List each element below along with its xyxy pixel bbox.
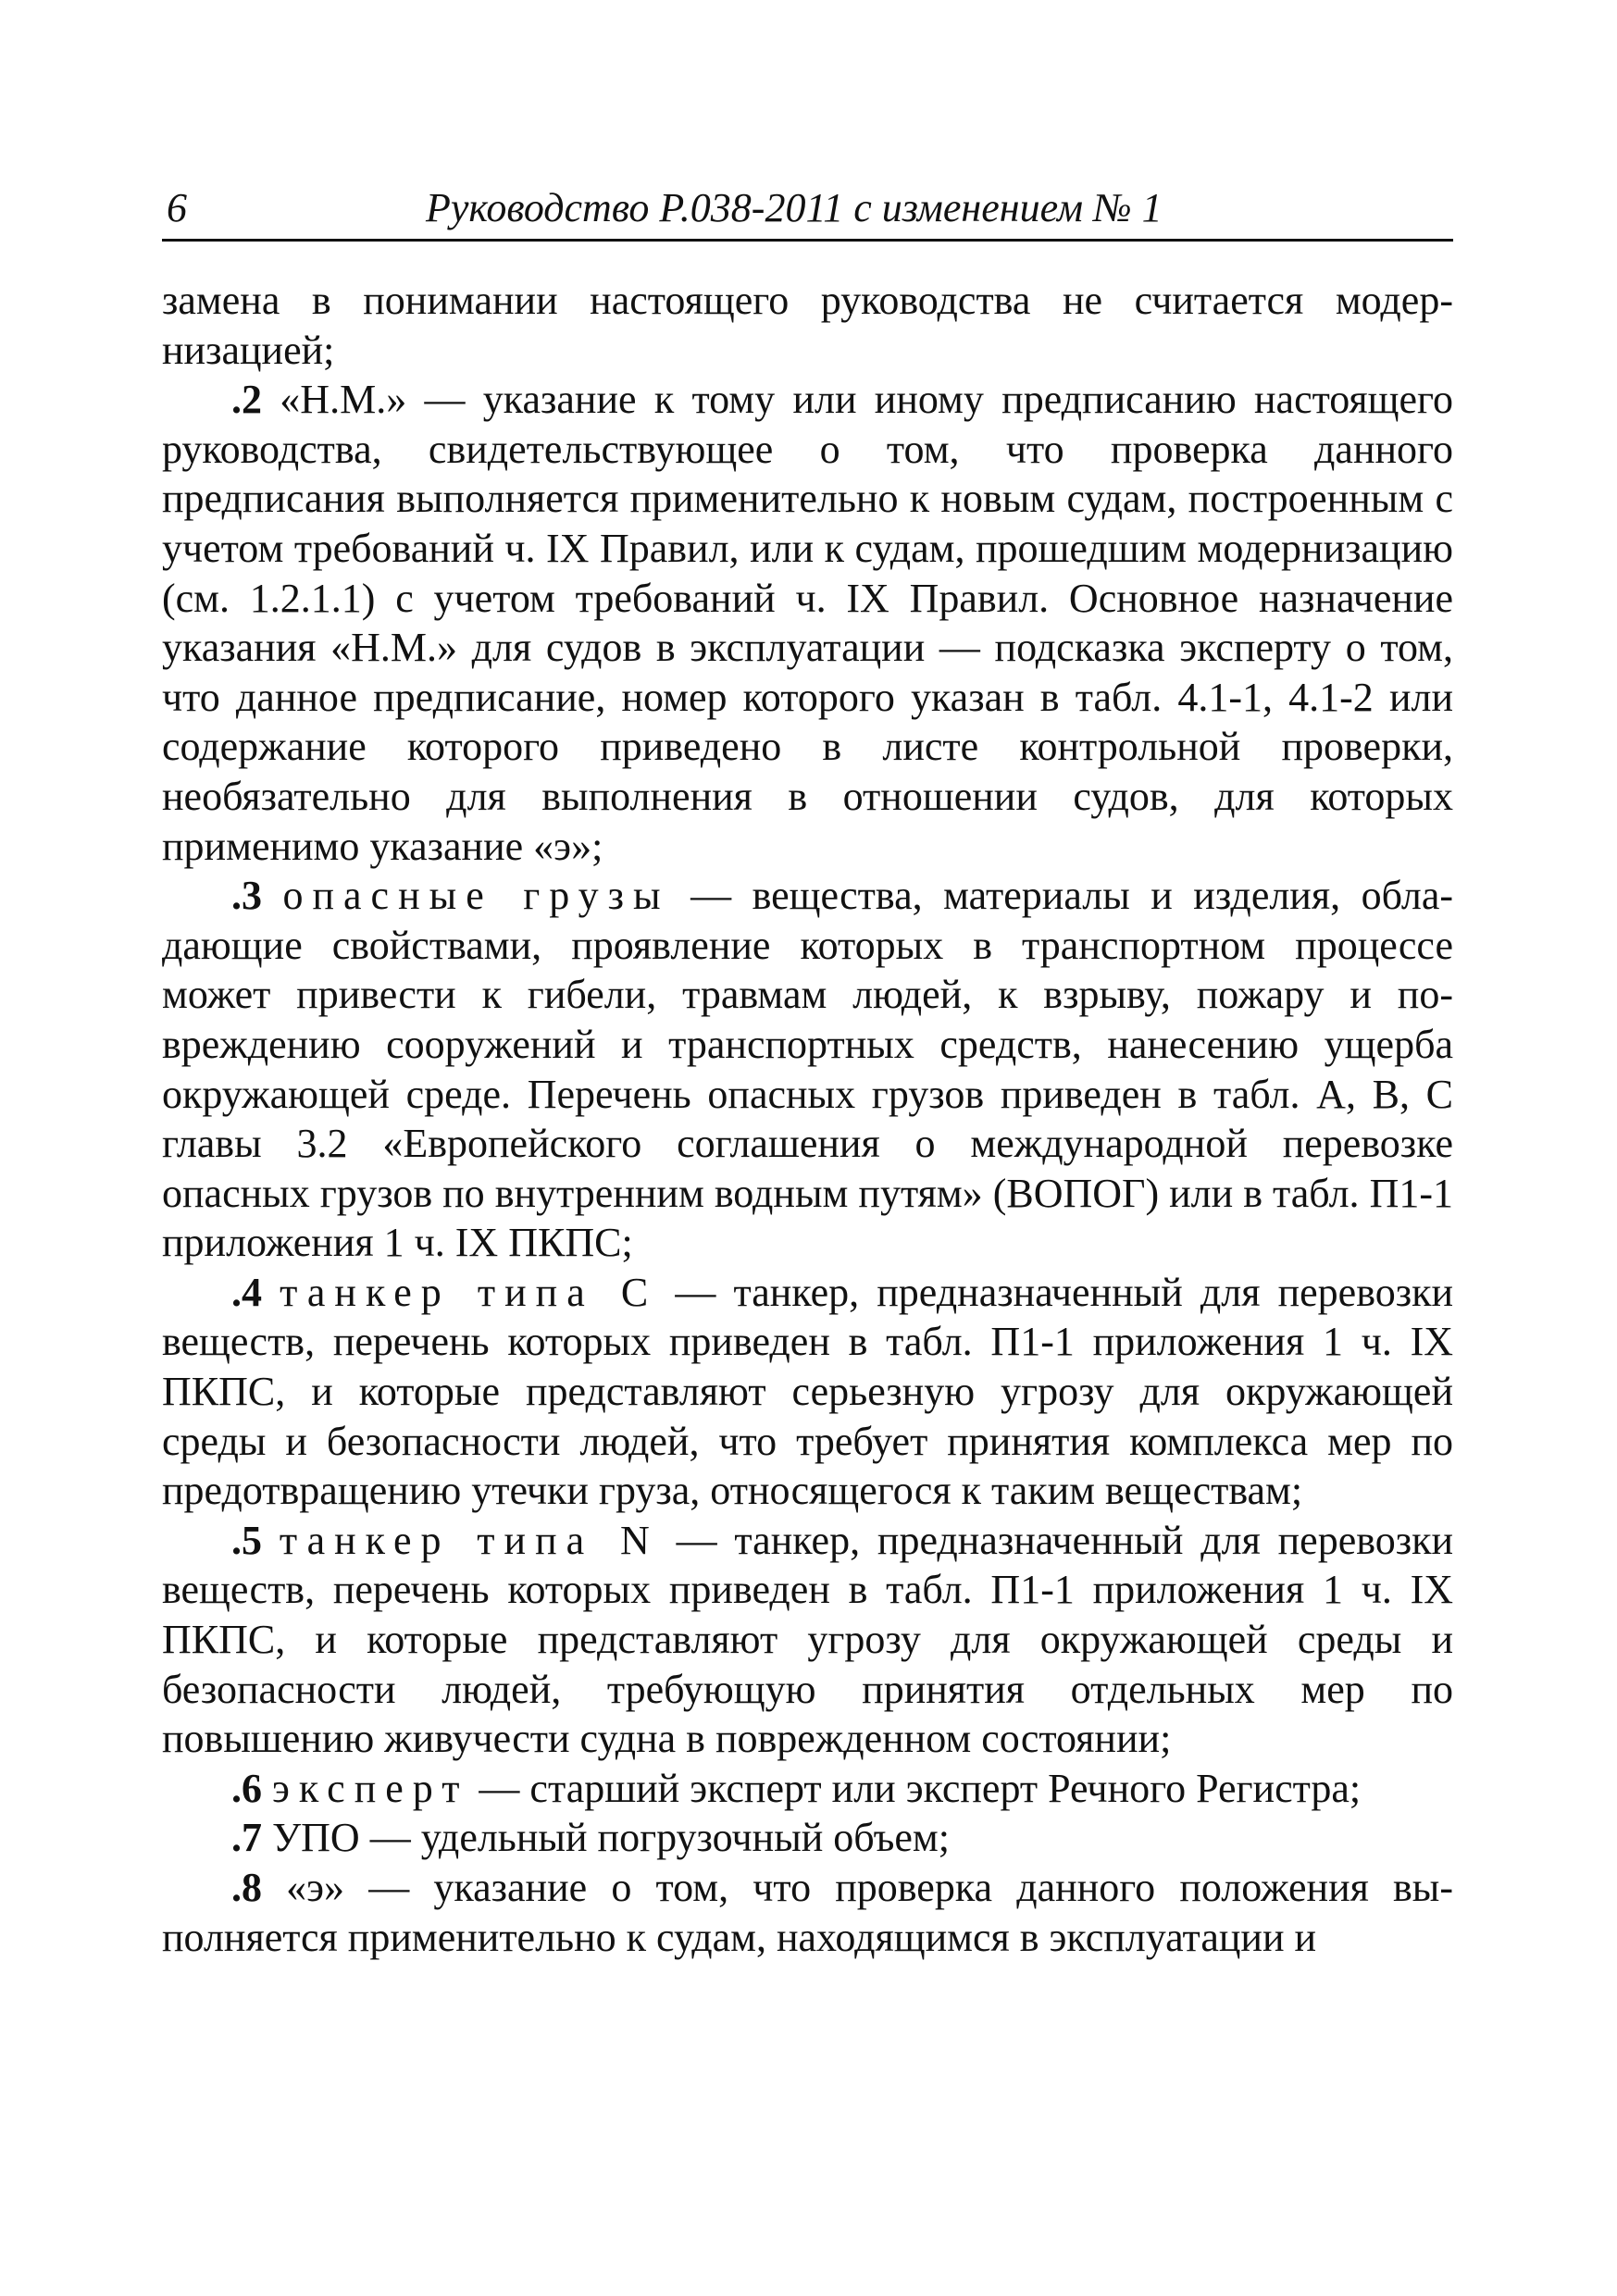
continuation-paragraph: замена в понимании настоящего руководства не считается модернизацией; [162,278,1453,373]
item-text: УПО — удельный погрузочный объем; [272,1815,950,1861]
item-term: танкер типа N [279,1517,659,1563]
definition-item-4 [162,1268,1453,1516]
item-text: «э» — указание о том, что проверка данного положения выполняется применительно к судам, находящимся в эксплуатации и [162,1865,1454,1960]
item-number: .5 [231,1517,262,1563]
item-number: .4 [231,1269,262,1315]
page-header [162,185,1453,242]
item-text: — танкер, предназначенный для перевозки веществ, перечень которых приведен в табл. П1-1 приложения 1 ч. IX ПКПС, и которые представляют угрозу для окружающей среды и безопасности людей, требующую принятия отдельных мер по повышению живучести судна в поврежденном состоянии; [162,1517,1454,1762]
page-number: 6 [167,185,187,230]
document-body [162,276,1453,1962]
item-text: — танкер, предназначенный для перевозки веществ, перечень которых приведен в табл. П1-1 приложения 1 ч. IX ПКПС, и которые представляют серьезную угрозу для окружающей среды и безопасности людей, что требует принятия комплекса мер по предотвращению утечки груза, относящегося к таким веществам; [162,1269,1453,1514]
definition-item-7 [162,1813,1453,1863]
definition-item-5 [162,1516,1453,1764]
definition-item-2 [162,375,1453,871]
item-number: .8 [231,1865,262,1910]
item-number: .6 [231,1765,262,1811]
definition-item-8 [162,1863,1453,1962]
item-term: эксперт [272,1765,469,1811]
definition-item-6 [162,1764,1453,1814]
running-title: Руководство Р.038-2011 с изменением № 1 [426,185,1163,230]
definition-item-3 [162,871,1453,1268]
item-term: танкер типа С [280,1269,658,1315]
item-number: .7 [231,1815,262,1861]
item-text: — вещества, материалы и изделия, обладающие свойствами, проявление которых в транспортном процессе может привести к гибели, травмам людей, к взрыву, пожару и повреждению сооружений и транспортных средств, нанесению ущерба окружающей среде. Перечень опасных грузов приведен в табл. А, В, С главы 3.2 «Европейского соглашения о международной перевозке опасных грузов по внутренним водным путям» (ВОПОГ) или в табл. П1-1 приложения 1 ч. IX ПКПС; [162,873,1454,1266]
item-number: .3 [231,873,262,919]
item-number: .2 [231,377,262,423]
item-text: «Н.М.» — указание к тому или иному предписанию настоящего руководства, свидетельствующее о том, что проверка данного предписания выполняется применительно к новым судам, построенным с учетом требований ч. IX Правил, или к судам, прошедшим модернизацию (см. 1.2.1.1) с учетом требований ч. IX Правил. Основное назначение указания «Н.М.» для судов в эксплуатации — подсказка эксперту о том, что данное предписание, номер которого указан в табл. 4.1-1, 4.1-2 или содержание которого приведено в листе контрольной проверки, необязательно для выполнения в отношении судов, для которых применимо указание «э»; [162,377,1454,869]
item-text: — старший эксперт или эксперт Речного Регистра; [479,1765,1362,1811]
item-term: опасные грузы [282,873,670,919]
